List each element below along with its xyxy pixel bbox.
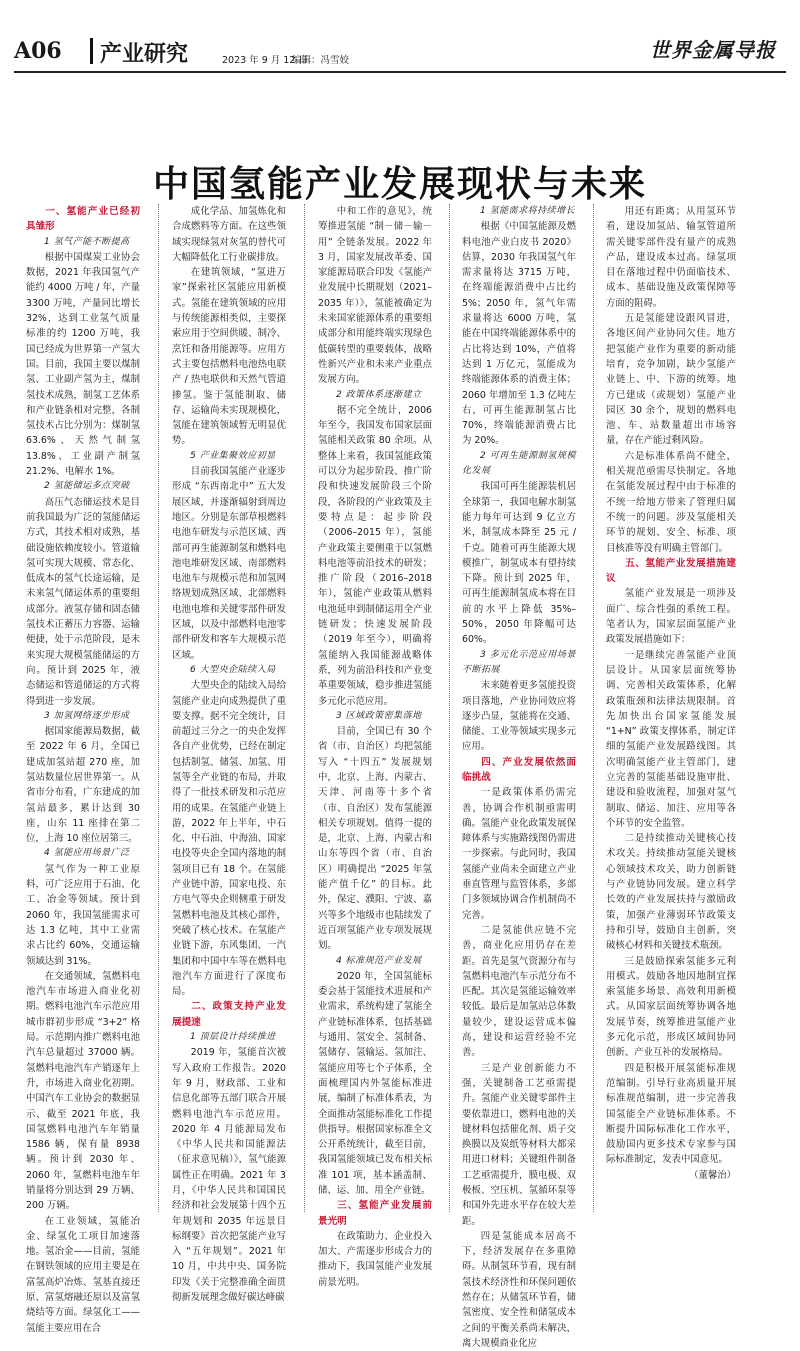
body-paragraph: 四是氢能成本居高不下，经济发展存在多重障碍。从制氢环节看，现有制氢技术经济性和环保问题依然存在；从储氢环节看，储氢密度、安全性和储氢成本之间的平衡关系尚未解决，离大规模商业化应 — [462, 1230, 576, 1349]
subsection-heading: 1 顶层设计持续推进 — [190, 1032, 276, 1043]
body-paragraph: 2020 年，全国氢能标委会基于氢能技术进展和产业需求，系统构建了氢能全产业链标准体系，包括基础与通用、氢安全、氢制备、氢储存、氢输运、氢加注、氢能应用等七个子体系，全面梳理国内外氢能标准进展，编制了标准体系表，为全面推动氢能标准化工作提供指导。根据国家标准全文公开系统统计，截至目前，我国氢能领域已发布相关标准 101 项，基本涵盖制、储、运、加、用全产业链。 — [318, 970, 432, 1196]
column-divider — [158, 204, 159, 1212]
body-paragraph: 二是氢能供应链不完善，商业化应用仍存在差距。首先是氢气资源分布与氢燃料电池汽车示范分布不匹配。其次是氢能运输效率较低。最后是加氢站总体数量较少，建设运营成本偏高，建设和运营经验不完善。 — [462, 924, 576, 1059]
body-paragraph: 五是氢能建设跟风冒进，各地区间产业协同欠佳。地方把氢能产业作为重要的新动能培育，竞争加剧，缺少氢能产业链上、中、下游的统筹。地方已建成（或规划）氢能产业园区 30 余个，规划的燃料电池、车、站数量超出市场容量，存在产能过剩风险。 — [606, 313, 736, 447]
subsection-heading: 2 可再生能源制氢规模化发展 — [462, 450, 576, 477]
body-paragraph: 根据中国煤炭工业协会数据，2021 年我国氢气产能约 4000 万吨 / 年，产量 3300 万吨，产量同比增长 32%，达到工业氢气质量标准的约 1200 万吨，我国已经成为世界第一产氢大国。目前，我国主要以煤制氢、工业副产氢为主，煤制氢技术成熟，制氢工艺体系和产业链条相对完整，各制氢技术占比分别为：煤制氢 63.6%、天然气制氢 13.8%、工业副产制氢 21.2%、电解水 1%。 — [26, 251, 140, 478]
body-paragraph: 大型央企的陆续入局给氢能产业走向成熟提供了重要支撑。据不完全统计，目前超过三分之一的央企发挥各自产业优势，已经在制定包括制氢、储氢、加氢、用氢等全产业链的布局，并取得了一批技术研发和示范应用的成果。在氢能产业链上游，2022 年上半年，中石化、中石油、中海油、国家电投等央企全国内落地的制氢项目已有 18 个。在氢能产业链中游，国家电投、东方电气等央企则侧重于研发氢燃料电池及其核心部件，突破了核心技术。在氢能产业链下游，东风集团、一汽集团和中国中车等在燃料电池汽车方面进行了深度布局。 — [172, 680, 286, 998]
body-paragraph: 在政策助力、企业投入加大、产需逐步形成合力的推动下，我国氢能产业发展前景光明。 — [318, 1230, 432, 1288]
body-paragraph: 用还有距离；从用氢环节看，建设加氢站、输氢管道所需关键零部件没有量产的成熟产品，建设成本过高。绿氢项目在落地过程中仍面临技术、成本、基础设施及政策保障等方面的阻碍。 — [606, 206, 736, 309]
section-name: 产业研究 — [100, 42, 189, 67]
issue-date: 2023 年 9 月 12 日 — [222, 55, 308, 66]
column-divider — [593, 204, 594, 1212]
subsection-heading: 2 氢能储运多点突破 — [44, 481, 130, 492]
body-paragraph: 根据《中国氢能源及燃料电池产业白皮书 2020》估算，2030 年我国氢气年需求量将达 3715 万吨，在终端能源消费中占比约 5%；2050 年，氢气年需求量将达 6000 万吨，氢能在中国终端能源体系中的占比将达到 10%，产值将达到 1 万亿元，氢能成为终端能源体系的消费主体；2060 年增加至 1.3 亿吨左右，可再生能源制氢占比 70%，终端能源消费占比为 20%。 — [462, 221, 576, 447]
section-heading: 五、氢能产业发展措施建议 — [606, 557, 736, 585]
body-paragraph: 成化学品、加氢炼化和合成燃料等方面。在这些领域实现绿氢对灰氢的替代可大幅降低化工行业碳排放。 — [172, 206, 286, 263]
body-paragraph: 一是继续完善氢能产业顶层设计。从国家层面统筹协调、完善相关政策体系，化解政策瓶颈和法律法规限制。首先加快出台国家氢能发展 “1+N” 政策支撑体系，制定详细的氢能产业发展路线图。其次明确氢能产业主管部门，建立完善的氢能基础设施审批、建设和验收流程，加强对氢气制取、储运、加注、应用等各个环节的安全监管。 — [606, 649, 736, 829]
header-rule — [14, 71, 786, 73]
body-paragraph: 据国家能源局数据，截至 2022 年 6 月，全国已建成加氢站超 270 座，加氢站数量位居世界第一。从省市分布看，广东建成的加氢站最多，累计达到 30 座，山东 11 座排在第二位，上海 10 座位居第三。 — [26, 726, 140, 845]
section-heading: 一、氢能产业已经初具雏形 — [26, 206, 140, 233]
body-paragraph: 目前，全国已有 30 个省（市、自治区）均把氢能写入 “十四五” 发展规划中，北京、上海、内蒙古、天津、河南等十多个省（市、自治区）发布氢能源相关专项规划。值得一提的是，北京、上海、内蒙古和山东等四个省（市、自治区）明确提出 “2025 年氢能产值千亿” 的目标。此外，保定、濮阳、宁波、嘉兴等多个地级市也陆续发了近百项氢能产业专项发展规划。 — [318, 726, 432, 952]
subsection-heading: 6 大型央企陆续入局 — [190, 664, 276, 675]
column-divider — [304, 204, 305, 1212]
header-divider — [90, 38, 93, 64]
body-paragraph: 在工业领域，氢能冶金、绿氢化工项目加速落地。氢冶金——目前，氢能在钢铁领域的应用主要是在富氢高炉冶炼、氢基直接还原、富氢熔融还原以及富氢烧结等方面。绿氢化工——氢能主要应用在合 — [26, 1215, 140, 1334]
column-divider — [449, 204, 450, 1212]
subsection-heading: 1 氢气产能不断提高 — [44, 236, 130, 247]
body-paragraph: 氢气作为一种工业原料，可广泛应用于石油、化工、冶金等领域。预计到 2060 年，我国氢能需求可达 1.3 亿吨，其中工业需求占比约 60%，交通运输领域达到 31%。 — [26, 863, 140, 967]
page-number: A06 — [14, 38, 62, 64]
body-paragraph: 二是持续推动关键核心技术攻关。持续推动氢能关键核心领域技术攻关，助力创新链与产业链协同发展。建立科学长效的产业发展扶持与激励政策，加强产业薄弱环节政策支持和引导，鼓励自主创新，突破核心材料和关键技术瓶颈。 — [606, 833, 736, 952]
body-paragraph: 一是政策体系仍需完善，协调合作机制亟需明确。氢能产业化政策发展保障体系与实施路线图仍需进一步探索。与此同时，我国氢能产业尚未全面建立产业垂直管理与监管体系，多部门多领域协调合作机制尚不完善。 — [462, 787, 576, 921]
newspaper-masthead: 世界金属导报 — [650, 38, 776, 62]
page-header — [0, 0, 800, 72]
article-column-5 — [606, 204, 736, 1214]
body-paragraph: 未来随着更多氢能投资项目落地，产业协同效应将逐步凸显，氢能将在交通、储能、工业等领域实现多元应用。 — [462, 680, 576, 753]
section-heading: 四、产业发展依然面临挑战 — [462, 756, 576, 783]
subsection-heading: 3 多元化示范应用场景不断拓展 — [462, 649, 576, 675]
article-column-4 — [462, 204, 576, 1349]
subsection-heading: 3 区域政策密集落地 — [336, 710, 422, 721]
subsection-heading: 1 氢能需求将持续增长 — [480, 206, 576, 216]
subsection-heading: 2 政策体系逐渐建立 — [336, 389, 422, 400]
body-paragraph: 目前我国氢能产业逐步形成 “东西南北中” 五大发展区域，并逐渐辐射到周边地区。分别是东部草根燃料电池车研发与示范区域、西部可再生能源制氢和燃料电池电堆研发区域、南部燃料电池车与规模示范和加氢网络规划成熟区域、北部燃料电池电堆和关键零部件研发区域，以及中部燃料电池零部件研发和客车大规模示范区域。 — [172, 466, 286, 661]
body-paragraph: 在交通领域，氢燃料电池汽车市场进入商业化初期。燃料电池汽车示范应用城市群初步形成 “3+2” 格局。示范期内推广燃料电池汽车总量超过 37000 辆。氢燃料电池汽车产销逐年上升，市场进入商业化初期。中国汽车工业协会的数据显示，截至 2021 年底，我国氢燃料电池汽车年销量 1586 辆，保有量 8938 辆。预计到 2030 年、2060 年，氢燃料电池车年销量将分别达到 29 万辆、200 万辆。 — [26, 970, 140, 1212]
subsection-heading: 4 标准规范产业发展 — [336, 955, 422, 966]
subsection-heading: 5 产业集聚效应初显 — [190, 450, 276, 461]
body-paragraph: 中和工作的意见》，统筹推进氢能 “制－储－输－用” 全链条发展。2022 年 3 月，国家发展改革委、国家能源局联合印发《氢能产业发展中长期规划（2021–2035 年）》，氢能被确定为未来国家能源体系的重要组成部分和用能终端实现绿色低碳转型的重要载体，战略性新兴产业和未来产业重点发展方向。 — [318, 206, 432, 386]
body-paragraph: 我国可再生能源装机居全球第一，我国电解水制氢能力每年可达到 9 亿立方米，制氢成本降至 25 元 / 千克。随着可再生能源大规模推广，制氢成本有望持续下降。预计到 2025 年，可再生能源制氢成本将在目前的水平上降低 35%–50%，2050 年降幅可达 60%。 — [462, 481, 576, 646]
subsection-heading: 4 氢能应用场景广泛 — [44, 848, 130, 859]
article-column-2 — [172, 204, 286, 1304]
body-paragraph: 三是鼓励探索氢能多元利用模式。鼓励各地因地制宜探索氢能多场景、高效利用新模式。从国家层面统筹协调各地发展节奏，统筹推进氢能产业多元化示范，形成区域间协同创新、产业互补的发展格局。 — [606, 955, 736, 1059]
body-paragraph: 据不完全统计，2006 年至今，我国发布国家层面氢能相关政策 80 余项。从整体上来看，我国氢能政策可以分为起步阶段、推广阶段和快速发展阶段三个阶段，各阶段的产业政策及主要特点是：起步阶段（2006–2015 年），氢能产业政策主要侧重于以氢燃料电池等前沿技术的研发；推广阶段（2016–2018 年），氢能产业政策从燃料电池延申到制储运用全产业链研发；快速发展阶段（2019 年至今），明确将氢能纳入我国能源战略体系，列为前沿科技和产业变革重要领域，稳步推进氢能多元化示范应用。 — [318, 404, 432, 707]
body-paragraph: 四是积极开展氢能标准规范编制。引导行业高质量开展标准规范编制，进一步完善我国氢能全产业链标准体系。不断提升国际标准化工作水平，鼓励国内更多技术专家参与国际标准制定，发表中国意见。 — [606, 1062, 736, 1166]
section-heading: 三、氢能产业发展前景光明 — [318, 1200, 432, 1227]
section-heading: 二、政策支持产业发展提速 — [172, 1001, 286, 1028]
body-paragraph: 六是标准体系尚不健全，相关规范亟需尽快制定。各地在氢能发展过程中由于标准的不统一给地方带来了管理归属不统一的问题。涉及氢能相关环节的规划、安全、标准、项目核准等没有明确主管部门。 — [606, 450, 736, 554]
article-title: 中国氢能产业发展现状与未来 — [152, 163, 647, 206]
editor-credit: 编辑：冯雪姣 — [292, 55, 350, 66]
body-paragraph: 2019 年，氢能首次被写入政府工作报告。2020 年 9 月，财政部、工业和信息化部等五部门联合开展燃料电池汽车示范应用。2020 年 4 月能源局发布《中华人民共和国能源法（征求意见稿）》，氢气能源属性正在明确。2021 年 3 月，《中华人民共和国国民经济和社会发展第十四个五年规划和 2035 年远景目标纲要》首次把氢能产业写入 “五年规划”。2021 年 10 月，中共中央、国务院印发《关于完整准确全面贯彻新发展理念做好碳达峰碳 — [172, 1047, 286, 1304]
body-paragraph: 氢能产业发展是一项涉及面广、综合性强的系统工程。笔者认为，国家层面氢能产业政策发展措施如下： — [606, 588, 736, 646]
body-paragraph: 三是产业创新能力不强，关键制备工艺亟需提升。氢能产业关键零部件主要依靠进口，燃料电池的关键材料包括催化剂、质子交换膜以及炭纸等材料大都采用进口材料；关键组件制备工艺亟需提升，膜电极、双极板、空压机、氢循环泵等和国外先进水平存在较大差距。 — [462, 1062, 576, 1227]
subsection-heading: 3 加氢网络逐步形成 — [44, 710, 130, 721]
body-paragraph: 高压气态储运技术是目前我国最为广泛的氢能储运方式，其技术相对成熟，基础设施依赖度较小。管道输氢可实现大规模、常态化、低成本的氢气长途运输，是未来氢气储运体系的重要组成部分。液氢存储和固态储氢技术正蓄压力容器、运输便捷，处于示范阶段，是未来实现大规模氢能储运的方向。预计到 2025 年，液态储运和管道储运的方式将得到进一步发展。 — [26, 496, 140, 707]
article-column-1 — [26, 204, 140, 1334]
author-byline: （董馨治） — [689, 1169, 736, 1181]
body-paragraph: 在建筑领域，“氢进万家”探索社区氢能应用新模式。氢能在建筑领域的应用与传统能源相类似，主要探索应用于空间供暖、制冷、烹饪和备用能源等。应用方式主要包括燃料电池热电联产 / 热电联供和天然气管道掺氢。鉴于氢能制取、储存、运输尚未实现规模化，氢能在建筑领域暂无明显优势。 — [172, 267, 286, 447]
article-column-3 — [318, 204, 432, 1288]
